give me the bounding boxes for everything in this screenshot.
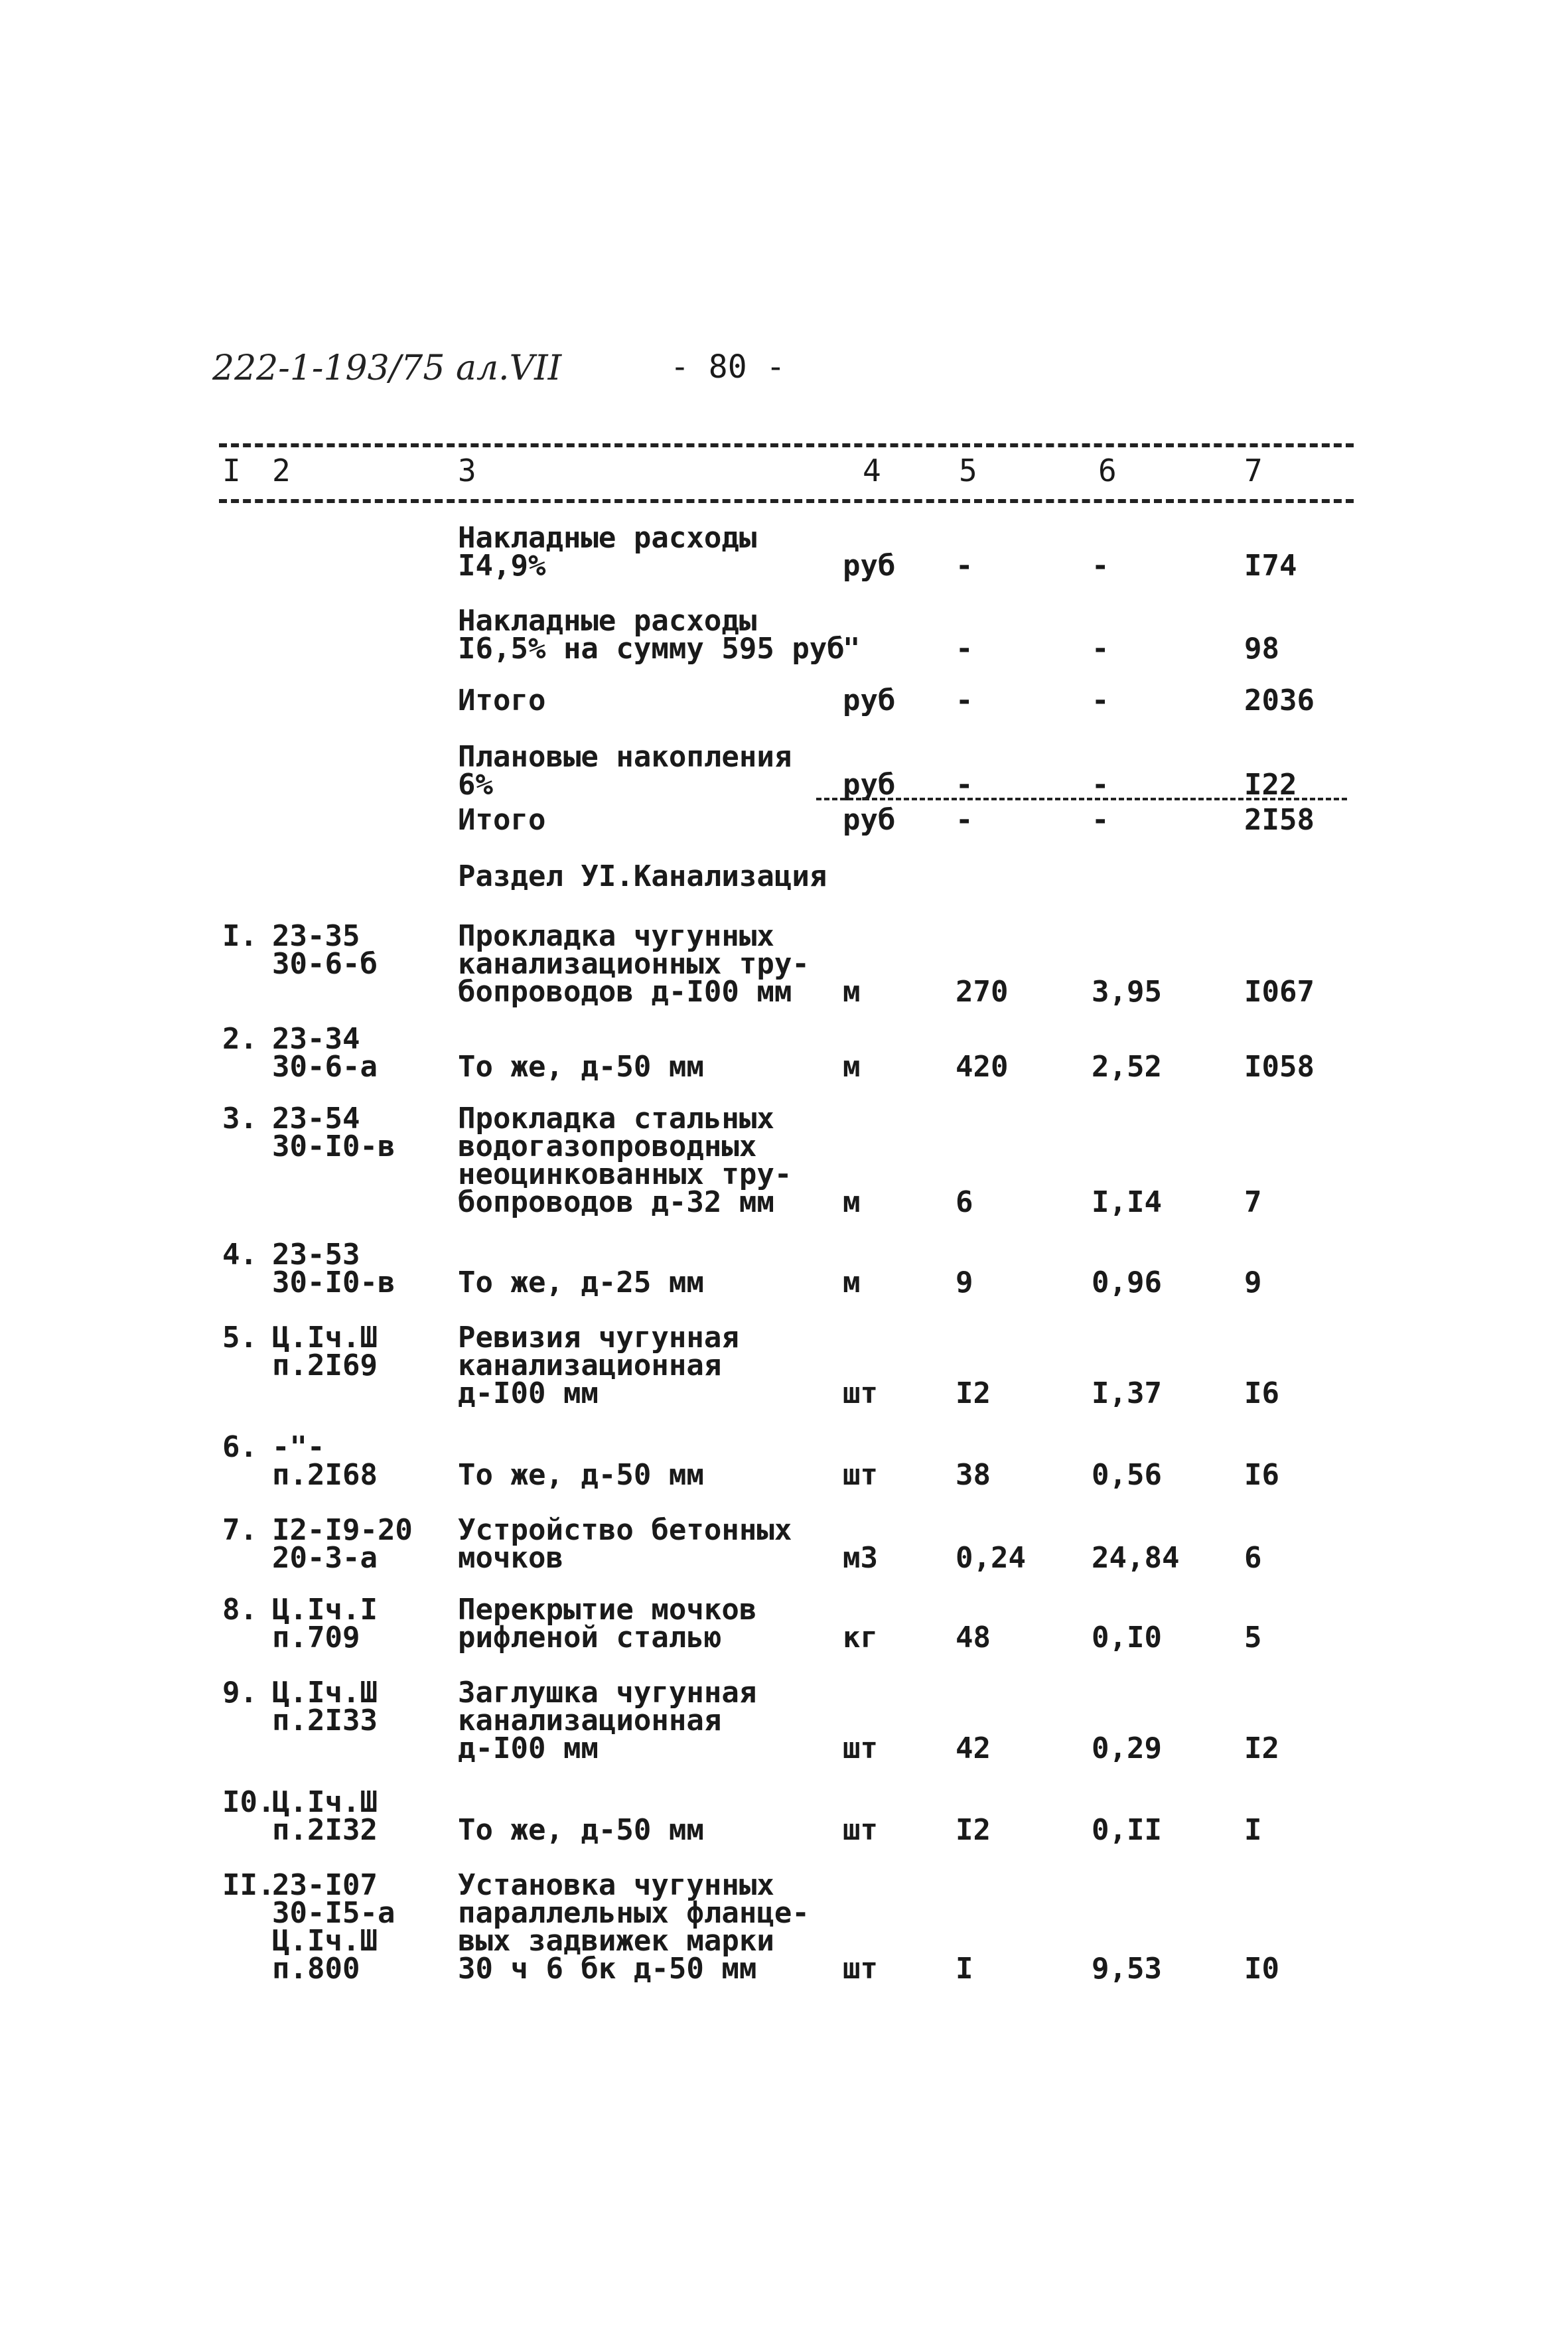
overhead-description xyxy=(458,740,792,802)
total-cell: 2036 xyxy=(1244,684,1315,717)
item-description-line: Устройство бетонных xyxy=(458,1513,792,1547)
item-code xyxy=(272,1593,378,1654)
item-description-line: неоцинкованных тру- xyxy=(458,1157,792,1191)
overhead-description-line: Накладные расходы xyxy=(458,521,757,555)
overhead-description-line: Плановые накопления xyxy=(458,740,792,774)
total-cell: 7 xyxy=(1244,1185,1262,1219)
item-code-line: п.2I69 xyxy=(272,1349,378,1382)
total-cell: I22 xyxy=(1244,768,1297,802)
price-cell: I,37 xyxy=(1092,1376,1162,1410)
item-code-line: 30-6-б xyxy=(272,947,378,981)
quantity-cell: 6 xyxy=(956,1185,973,1219)
item-description-line: Установка чугунных xyxy=(458,1868,774,1902)
unit-cell: руб xyxy=(843,549,896,583)
item-description xyxy=(458,1813,704,1847)
overhead-description xyxy=(458,803,546,837)
item-code-line: Ц.Iч.I xyxy=(272,1593,378,1627)
item-code-line: Ц.Iч.Ш xyxy=(272,1676,378,1710)
quantity-cell: 9 xyxy=(956,1266,973,1299)
price-cell: - xyxy=(1092,549,1109,583)
unit-cell: шт xyxy=(843,1458,878,1492)
item-code-line: п.709 xyxy=(272,1621,360,1654)
unit-cell: м3 xyxy=(843,1541,878,1575)
unit-cell: шт xyxy=(843,1813,878,1847)
quantity-cell: - xyxy=(956,549,973,583)
total-cell: I6 xyxy=(1244,1376,1279,1410)
item-description-line: д-I00 мм xyxy=(458,1731,599,1765)
item-code xyxy=(272,1676,378,1737)
page-number: - 80 - xyxy=(670,348,786,386)
overhead-description-line: Накладные расходы xyxy=(458,604,757,638)
overhead-description-line: Итого xyxy=(458,803,546,837)
item-number: 2. xyxy=(222,1022,257,1056)
section-title: Раздел УI.Канализация xyxy=(458,859,827,893)
item-number: 6. xyxy=(222,1430,257,1464)
column-header-1: I xyxy=(222,453,241,488)
item-description xyxy=(458,1266,704,1299)
item-description-line: Заглушка чугунная xyxy=(458,1676,757,1710)
item-number: 7. xyxy=(222,1513,257,1547)
item-code-line: п.2I32 xyxy=(272,1813,378,1847)
item-code-line: 23-I07 xyxy=(272,1868,378,1902)
item-description xyxy=(458,1102,792,1219)
item-code xyxy=(272,919,378,981)
item-number: 8. xyxy=(222,1593,257,1627)
item-code xyxy=(272,1022,378,1084)
total-cell: I6 xyxy=(1244,1458,1279,1492)
item-code-line: 30-I0-в xyxy=(272,1130,395,1163)
item-description-line: То же, д-50 мм xyxy=(458,1050,704,1084)
item-description-line: канализационных тру- xyxy=(458,947,810,981)
item-description-line: Перекрытие мочков xyxy=(458,1593,757,1627)
item-description-line: рифленой сталью xyxy=(458,1621,722,1654)
item-code-line: 23-35 xyxy=(272,919,360,953)
subtotal-rule xyxy=(816,798,1347,800)
price-cell: 24,84 xyxy=(1092,1541,1180,1575)
total-cell: I74 xyxy=(1244,549,1297,583)
item-description xyxy=(458,1050,704,1084)
unit-cell: м xyxy=(843,1266,861,1299)
item-code-line: 30-I0-в xyxy=(272,1266,395,1299)
price-cell: 0,96 xyxy=(1092,1266,1162,1299)
item-description-line: 30 ч 6 бк д-50 мм xyxy=(458,1952,757,1986)
item-code xyxy=(272,1868,395,1986)
unit-cell: м xyxy=(843,1050,861,1084)
unit-cell: м xyxy=(843,1185,861,1219)
quantity-cell: 42 xyxy=(956,1731,991,1765)
quantity-cell: I xyxy=(956,1952,973,1986)
quantity-cell: 420 xyxy=(956,1050,1009,1084)
unit-cell: шт xyxy=(843,1731,878,1765)
column-header-5: 5 xyxy=(959,453,977,488)
price-cell: I,I4 xyxy=(1092,1185,1162,1219)
item-description-line: То же, д-25 мм xyxy=(458,1266,704,1299)
item-number: I. xyxy=(222,919,257,953)
price-cell: 0,29 xyxy=(1092,1731,1162,1765)
item-code xyxy=(272,1785,378,1847)
item-description-line: Прокладка стальных xyxy=(458,1102,774,1136)
quantity-cell: - xyxy=(956,768,973,802)
unit-cell: кг xyxy=(843,1621,878,1654)
item-description-line: канализационная xyxy=(458,1349,722,1382)
item-code-line: 30-6-а xyxy=(272,1050,378,1084)
price-cell: 0,56 xyxy=(1092,1458,1162,1492)
item-description xyxy=(458,1458,704,1492)
item-code xyxy=(272,1513,413,1575)
quantity-cell: 0,24 xyxy=(956,1541,1026,1575)
document-code: 222-1-193/75 ал.VII xyxy=(212,348,562,388)
overhead-description xyxy=(458,521,757,583)
quantity-cell: 48 xyxy=(956,1621,991,1654)
item-description-line: вых задвижек марки xyxy=(458,1924,774,1958)
item-number: I0. xyxy=(222,1785,275,1819)
header-rule-top xyxy=(219,443,1354,447)
item-description xyxy=(458,1676,757,1765)
quantity-cell: - xyxy=(956,803,973,837)
item-description xyxy=(458,1593,757,1654)
item-description-line: То же, д-50 мм xyxy=(458,1813,704,1847)
header-rule-bottom xyxy=(219,499,1354,503)
item-description xyxy=(458,1868,810,1986)
price-cell: 2,52 xyxy=(1092,1050,1162,1084)
overhead-description-line: Итого xyxy=(458,684,546,717)
total-cell: I2 xyxy=(1244,1731,1279,1765)
price-cell: - xyxy=(1092,632,1109,666)
column-header-4: 4 xyxy=(863,453,881,488)
price-cell: 3,95 xyxy=(1092,975,1162,1009)
overhead-description-line: I6,5% на сумму 595 руб xyxy=(458,632,845,666)
item-description xyxy=(458,1321,739,1410)
item-description xyxy=(458,1513,792,1575)
item-description-line: водогазопроводных xyxy=(458,1130,757,1163)
total-cell: 5 xyxy=(1244,1621,1262,1654)
item-code-line: 23-53 xyxy=(272,1238,360,1272)
unit-cell: м xyxy=(843,975,861,1009)
item-code-line: Ц.Iч.Ш xyxy=(272,1321,378,1355)
overhead-description xyxy=(458,684,546,717)
item-code-line: Ц.Iч.Ш xyxy=(272,1785,378,1819)
item-code-line: 23-54 xyxy=(272,1102,360,1136)
overhead-description xyxy=(458,604,845,666)
overhead-description-line: 6% xyxy=(458,768,493,802)
item-description-line: Ревизия чугунная xyxy=(458,1321,739,1355)
price-cell: 9,53 xyxy=(1092,1952,1162,1986)
quantity-cell: I2 xyxy=(956,1813,991,1847)
total-cell: 9 xyxy=(1244,1266,1262,1299)
unit-cell: шт xyxy=(843,1952,878,1986)
item-number: II. xyxy=(222,1868,275,1902)
item-number: 4. xyxy=(222,1238,257,1272)
item-code-line: 20-3-а xyxy=(272,1541,378,1575)
unit-cell: шт xyxy=(843,1376,878,1410)
price-cell: - xyxy=(1092,684,1109,717)
item-description-line: параллельных фланце- xyxy=(458,1896,810,1930)
total-cell: I067 xyxy=(1244,975,1315,1009)
column-header-2: 2 xyxy=(272,453,291,488)
quantity-cell: 270 xyxy=(956,975,1009,1009)
column-header-3: 3 xyxy=(458,453,476,488)
overhead-description-line: I4,9% xyxy=(458,549,546,583)
item-code xyxy=(272,1238,395,1299)
item-number: 9. xyxy=(222,1676,257,1710)
price-cell: - xyxy=(1092,768,1109,802)
item-code-line: п.2I68 xyxy=(272,1458,378,1492)
item-code-line: -"- xyxy=(272,1430,325,1464)
unit-cell: " xyxy=(843,632,861,666)
item-number: 5. xyxy=(222,1321,257,1355)
item-code-line: 23-34 xyxy=(272,1022,360,1056)
item-number: 3. xyxy=(222,1102,257,1136)
quantity-cell: - xyxy=(956,632,973,666)
column-header-6: 6 xyxy=(1098,453,1117,488)
total-cell: I0 xyxy=(1244,1952,1279,1986)
price-cell: 0,II xyxy=(1092,1813,1162,1847)
item-code-line: п.800 xyxy=(272,1952,360,1986)
item-code-line: п.2I33 xyxy=(272,1704,378,1737)
item-code-line: I2-I9-20 xyxy=(272,1513,413,1547)
item-description-line: Прокладка чугунных xyxy=(458,919,774,953)
item-description-line: То же, д-50 мм xyxy=(458,1458,704,1492)
item-description-line: мочков xyxy=(458,1541,563,1575)
price-cell: - xyxy=(1092,803,1109,837)
total-cell: I xyxy=(1244,1813,1262,1847)
total-cell: 2I58 xyxy=(1244,803,1315,837)
column-header-7: 7 xyxy=(1244,453,1263,488)
unit-cell: руб xyxy=(843,768,896,802)
quantity-cell: - xyxy=(956,684,973,717)
item-code xyxy=(272,1102,395,1163)
item-description-line: канализационная xyxy=(458,1704,722,1737)
item-code-line: Ц.Iч.Ш xyxy=(272,1924,378,1958)
item-description-line: бопроводов д-I00 мм xyxy=(458,975,792,1009)
item-description-line: бопроводов д-32 мм xyxy=(458,1185,774,1219)
total-cell: I058 xyxy=(1244,1050,1315,1084)
total-cell: 6 xyxy=(1244,1541,1262,1575)
unit-cell: руб xyxy=(843,803,896,837)
unit-cell: руб xyxy=(843,684,896,717)
item-code xyxy=(272,1430,378,1492)
item-code-line: 30-I5-а xyxy=(272,1896,395,1930)
price-cell: 0,I0 xyxy=(1092,1621,1162,1654)
item-code xyxy=(272,1321,378,1382)
item-description-line: д-I00 мм xyxy=(458,1376,599,1410)
quantity-cell: I2 xyxy=(956,1376,991,1410)
item-description xyxy=(458,919,810,1009)
quantity-cell: 38 xyxy=(956,1458,991,1492)
total-cell: 98 xyxy=(1244,632,1279,666)
